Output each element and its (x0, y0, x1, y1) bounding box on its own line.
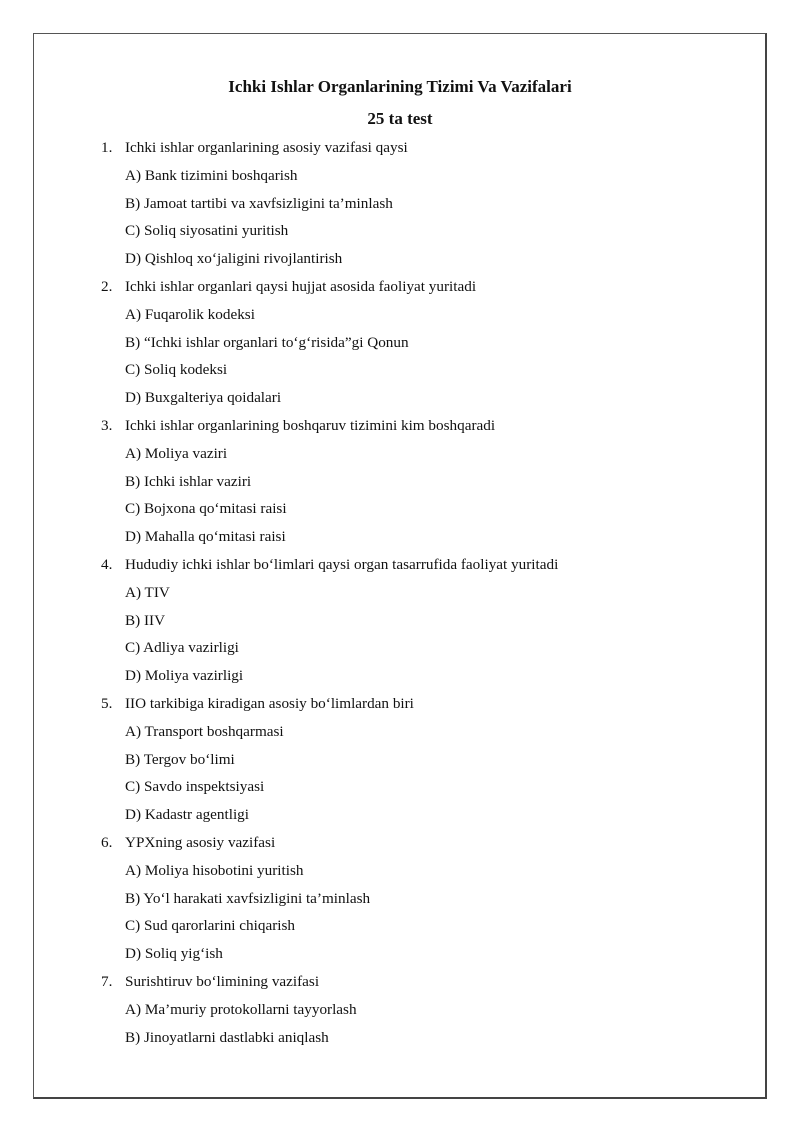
option-text: A) TIV (125, 583, 170, 601)
option-text: B) Jinoyatlarni dastlabki aniqlash (125, 1028, 329, 1046)
question-text: Hududiy ichki ishlar bo‘limlari qaysi organ tasarrufida faoliyat yuritadi (125, 555, 559, 573)
question-7-option-b (0, 1027, 800, 1055)
question-2 (0, 276, 800, 304)
question-5 (0, 693, 800, 721)
option-text: A) Fuqarolik kodeksi (125, 305, 255, 323)
option-text: C) Adliya vazirligi (125, 639, 239, 657)
question-text: Ichki ishlar organlarining boshqaruv tizimini kim boshqaradi (125, 416, 496, 434)
question-text: Ichki ishlar organlari qaysi hujjat asosida faoliyat yuritadi (125, 277, 477, 295)
option-text: B) Jamoat tartibi va xavfsizligini ta’minlash (125, 194, 393, 212)
option-text: A) Transport boshqarmasi (125, 722, 284, 740)
question-6-option-c (0, 915, 800, 943)
option-text: C) Soliq kodeksi (125, 361, 228, 379)
option-text: B) “Ichki ishlar organlari to‘g‘risida”gi Qonun (125, 333, 409, 351)
option-text: B) IIV (125, 611, 166, 629)
question-3-option-c (0, 498, 800, 526)
option-text: B) Tergov bo‘limi (125, 750, 235, 768)
question-1-option-d (0, 248, 800, 276)
question-number: 3. (101, 416, 113, 434)
question-text: IIO tarkibiga kiradigan asosiy bo‘limlardan biri (125, 694, 414, 712)
question-1 (0, 137, 800, 165)
question-4-option-a (0, 582, 800, 610)
document-subtitle: 25 ta test (367, 109, 433, 128)
question-number: 1. (101, 139, 113, 156)
option-text: C) Bojxona qo‘mitasi raisi (125, 500, 287, 518)
option-text: D) Kadastr agentligi (125, 806, 249, 824)
question-6-option-d (0, 943, 800, 971)
question-2-option-d (0, 387, 800, 415)
option-text: A) Moliya vaziri (125, 444, 228, 462)
option-text: D) Buxgalteriya qoidalari (125, 389, 282, 407)
question-7-option-a (0, 999, 800, 1027)
option-text: D) Qishloq xo‘jaligini rivojlantirish (125, 250, 343, 268)
question-3-option-b (0, 471, 800, 499)
question-text: YPXning asosiy vazifasi (125, 833, 276, 851)
question-3 (0, 415, 800, 443)
question-number: 4. (101, 555, 113, 573)
document-title: Ichki Ishlar Organlarining Tizimi Va Vazifalari (228, 77, 572, 96)
question-3-option-d (0, 526, 800, 554)
question-6 (0, 832, 800, 860)
question-6-option-a (0, 860, 800, 888)
question-4-option-b (0, 610, 800, 638)
option-text: B) Ichki ishlar vaziri (125, 472, 252, 490)
question-2-option-b (0, 332, 800, 360)
question-number: 7. (101, 972, 113, 990)
question-number: 6. (101, 833, 113, 851)
question-3-option-a (0, 443, 800, 471)
question-4-option-d (0, 665, 800, 693)
question-4 (0, 554, 800, 582)
question-7 (0, 971, 800, 999)
option-text: D) Mahalla qo‘mitasi raisi (125, 528, 286, 546)
option-text: A) Ma’muriy protokollarni tayyorlash (125, 1000, 357, 1018)
question-2-option-a (0, 304, 800, 332)
question-number: 5. (101, 694, 113, 712)
question-6-option-b (0, 888, 800, 916)
question-2-option-c (0, 359, 800, 387)
option-text: D) Moliya vazirligi (125, 667, 244, 685)
option-text: A) Moliya hisobotini yuritish (125, 861, 304, 879)
option-text: C) Soliq siyosatini yuritish (125, 222, 289, 240)
question-text: Ichki ishlar organlarining asosiy vazifasi qaysi (125, 139, 408, 156)
question-5-option-c (0, 776, 800, 804)
question-4-option-c (0, 637, 800, 665)
option-text: C) Savdo inspektsiyasi (125, 778, 265, 796)
option-text: D) Soliq yig‘ish (125, 945, 223, 963)
question-1-option-c (0, 220, 800, 248)
option-text: C) Sud qarorlarini chiqarish (125, 917, 295, 935)
option-text: B) Yo‘l harakati xavfsizligini ta’minlash (125, 889, 371, 907)
question-list (0, 137, 800, 1054)
question-1-option-a (0, 165, 800, 193)
question-number: 2. (101, 277, 113, 295)
option-text: A) Bank tizimini boshqarish (125, 166, 298, 184)
question-5-option-b (0, 749, 800, 777)
question-5-option-a (0, 721, 800, 749)
question-1-option-b (0, 193, 800, 221)
question-5-option-d (0, 804, 800, 832)
question-text: Surishtiruv bo‘limining vazifasi (125, 972, 320, 990)
